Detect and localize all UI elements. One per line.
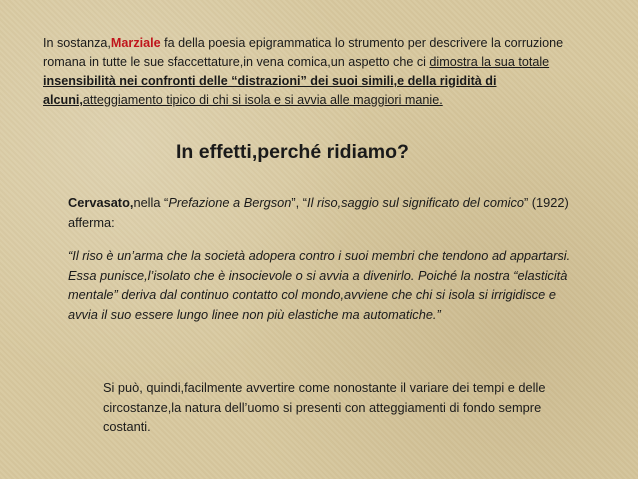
citation-text-3: ” (1922) afferma: (68, 195, 569, 230)
citation-work-title-1: Prefazione a Bergson (168, 195, 292, 210)
underlined-text-end: atteggiamento tipico di chi si isola e si avvia alle maggiori manie. (82, 93, 443, 107)
slide-heading: In effetti,perché ridiamo? (176, 141, 409, 163)
citation-work-title-2: Il riso,saggio sul significato del comico (307, 195, 524, 210)
intro-text-start: In sostanza, (43, 36, 111, 50)
citation-paragraph (68, 193, 588, 232)
citation-text-2: ”, “ (291, 195, 308, 210)
intro-text-middle: fa della poesia epigrammatica lo strumento per descrivere la corruzione romana in tutte le sue sfaccettature,in vena comica,un aspetto che ci (43, 36, 564, 69)
highlighted-name: Marziale (110, 36, 161, 50)
quote-paragraph: “Il riso è un’arma che la società adopera contro i suoi membri che tendono ad appartarsi. Essa punisce,l’isolato che è insocievole o si avvia a divenirlo. Poiché la nostra “elasticità mentale” deriva dal continuo contatto col mondo,avviene che chi si isola si irrigidisce e avvia il suo essere lungo linee non più elastiche ma automatiche.” (68, 248, 571, 322)
conclusion-paragraph: Si può, quindi,facilmente avvertire come nonostante il variare dei tempi e delle circostanze,la natura dell’uomo si presenti con atteggiamenti di fondo sempre costanti. (103, 380, 546, 434)
citation-text-1: nella “ (133, 195, 169, 210)
intro-paragraph (43, 34, 598, 110)
underlined-text: dimostra la sua totale (429, 55, 550, 69)
underlined-bold-text: insensibilità nei confronti delle “distrazioni” dei suoi simili,e della rigidità di alcuni, (43, 74, 497, 107)
citation-author: Cervasato, (68, 195, 134, 210)
